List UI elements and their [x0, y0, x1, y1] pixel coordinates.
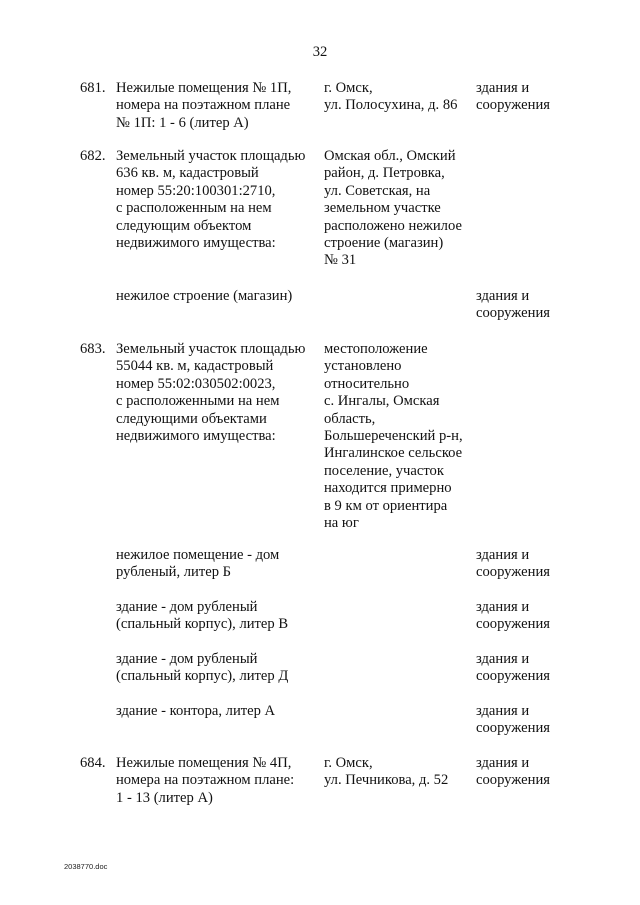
description-line: здание - дом рубленый — [116, 651, 258, 667]
description-line: с расположенным на нем — [116, 200, 272, 217]
location-line: поселение, участок — [324, 462, 444, 479]
location-line: строение (магазин) — [324, 235, 444, 252]
category-line: здания и — [476, 703, 530, 719]
location-line: № 31 — [324, 252, 357, 269]
location-line: местоположение — [324, 341, 428, 357]
description-line: следующими объектами — [116, 410, 267, 427]
object-category — [476, 651, 576, 686]
category-line: сооружения — [476, 616, 550, 633]
description-line: 55044 кв. м, кадастровый — [116, 358, 274, 375]
object-description — [116, 288, 316, 305]
object-description — [116, 547, 316, 582]
description-line: Земельный участок площадью — [116, 148, 306, 164]
location-line: область, — [324, 410, 376, 427]
description-line: 1 - 13 (литер А) — [116, 789, 213, 806]
description-line: здание - дом рубленый — [116, 599, 258, 615]
location-line: Омская обл., Омский — [324, 148, 456, 164]
object-category — [476, 755, 576, 790]
category-line: здания и — [476, 755, 530, 771]
location-line: относительно — [324, 375, 410, 392]
row-number: 683. — [80, 341, 106, 357]
object-category — [476, 547, 576, 582]
object-description — [116, 755, 316, 807]
description-line: с расположенными на нем — [116, 393, 280, 410]
object-category — [476, 80, 576, 115]
description-line: номер 55:20:100301:2710, — [116, 182, 276, 199]
description-line: рубленый, литер Б — [116, 564, 232, 581]
object-category — [476, 599, 576, 634]
object-description — [116, 80, 316, 132]
location-line: на юг — [324, 515, 359, 532]
object-description — [116, 341, 316, 445]
location-line: ул. Печникова, д. 52 — [324, 772, 449, 789]
category-line: здания и — [476, 547, 530, 563]
object-category — [476, 703, 576, 738]
location-line: Ингалинское сельское — [324, 445, 463, 462]
description-line: Нежилые помещения № 1П, — [116, 80, 292, 96]
row-number: 681. — [80, 80, 106, 96]
footer-filename: 2038770.doc — [64, 862, 108, 871]
location-line: находится примерно — [324, 480, 452, 497]
category-line: здания и — [476, 599, 530, 615]
description-line: № 1П: 1 - 6 (литер А) — [116, 114, 249, 131]
object-location — [324, 755, 470, 790]
location-line: расположено нежилое — [324, 217, 462, 234]
description-line: Земельный участок площадью — [116, 341, 306, 357]
object-category — [476, 288, 576, 323]
description-line: номера на поэтажном плане: — [116, 772, 295, 789]
location-line: в 9 км от ориентира — [324, 497, 448, 514]
location-line: установлено — [324, 358, 402, 375]
object-description — [116, 703, 316, 720]
category-line: сооружения — [476, 564, 550, 581]
row-number: 684. — [80, 755, 106, 771]
object-location — [324, 148, 470, 270]
location-line: Большереченский р-н, — [324, 428, 463, 445]
location-line: с. Ингалы, Омская — [324, 393, 440, 410]
object-location — [324, 341, 470, 532]
description-line: здание - контора, литер А — [116, 703, 276, 719]
location-line: земельном участке — [324, 200, 441, 217]
location-line: ул. Полосухина, д. 86 — [324, 97, 458, 114]
description-line: (спальный корпус), литер В — [116, 616, 289, 633]
row-number: 682. — [80, 148, 106, 164]
category-line: здания и — [476, 288, 530, 304]
location-line: ул. Советская, на — [324, 182, 431, 199]
category-line: сооружения — [476, 720, 550, 737]
description-line: нежилое строение (магазин) — [116, 288, 293, 304]
category-line: здания и — [476, 651, 530, 667]
description-line: 636 кв. м, кадастровый — [116, 165, 259, 182]
category-line: здания и — [476, 80, 530, 96]
description-line: Нежилые помещения № 4П, — [116, 755, 292, 771]
description-line: следующим объектом — [116, 217, 252, 234]
page-number: 32 — [312, 44, 328, 60]
object-description — [116, 651, 316, 686]
category-line: сооружения — [476, 305, 550, 322]
object-location — [324, 80, 470, 115]
location-line: г. Омск, — [324, 80, 373, 96]
description-line: недвижимого имущества: — [116, 428, 276, 445]
location-line: г. Омск, — [324, 755, 373, 771]
object-description — [116, 599, 316, 634]
location-line: район, д. Петровка, — [324, 165, 445, 182]
description-line: номер 55:02:030502:0023, — [116, 375, 276, 392]
object-description — [116, 148, 316, 252]
description-line: нежилое помещение - дом — [116, 547, 280, 563]
description-line: недвижимого имущества: — [116, 235, 276, 252]
category-line: сооружения — [476, 772, 550, 789]
category-line: сооружения — [476, 668, 550, 685]
description-line: номера на поэтажном плане — [116, 97, 291, 114]
category-line: сооружения — [476, 97, 550, 114]
description-line: (спальный корпус), литер Д — [116, 668, 289, 685]
